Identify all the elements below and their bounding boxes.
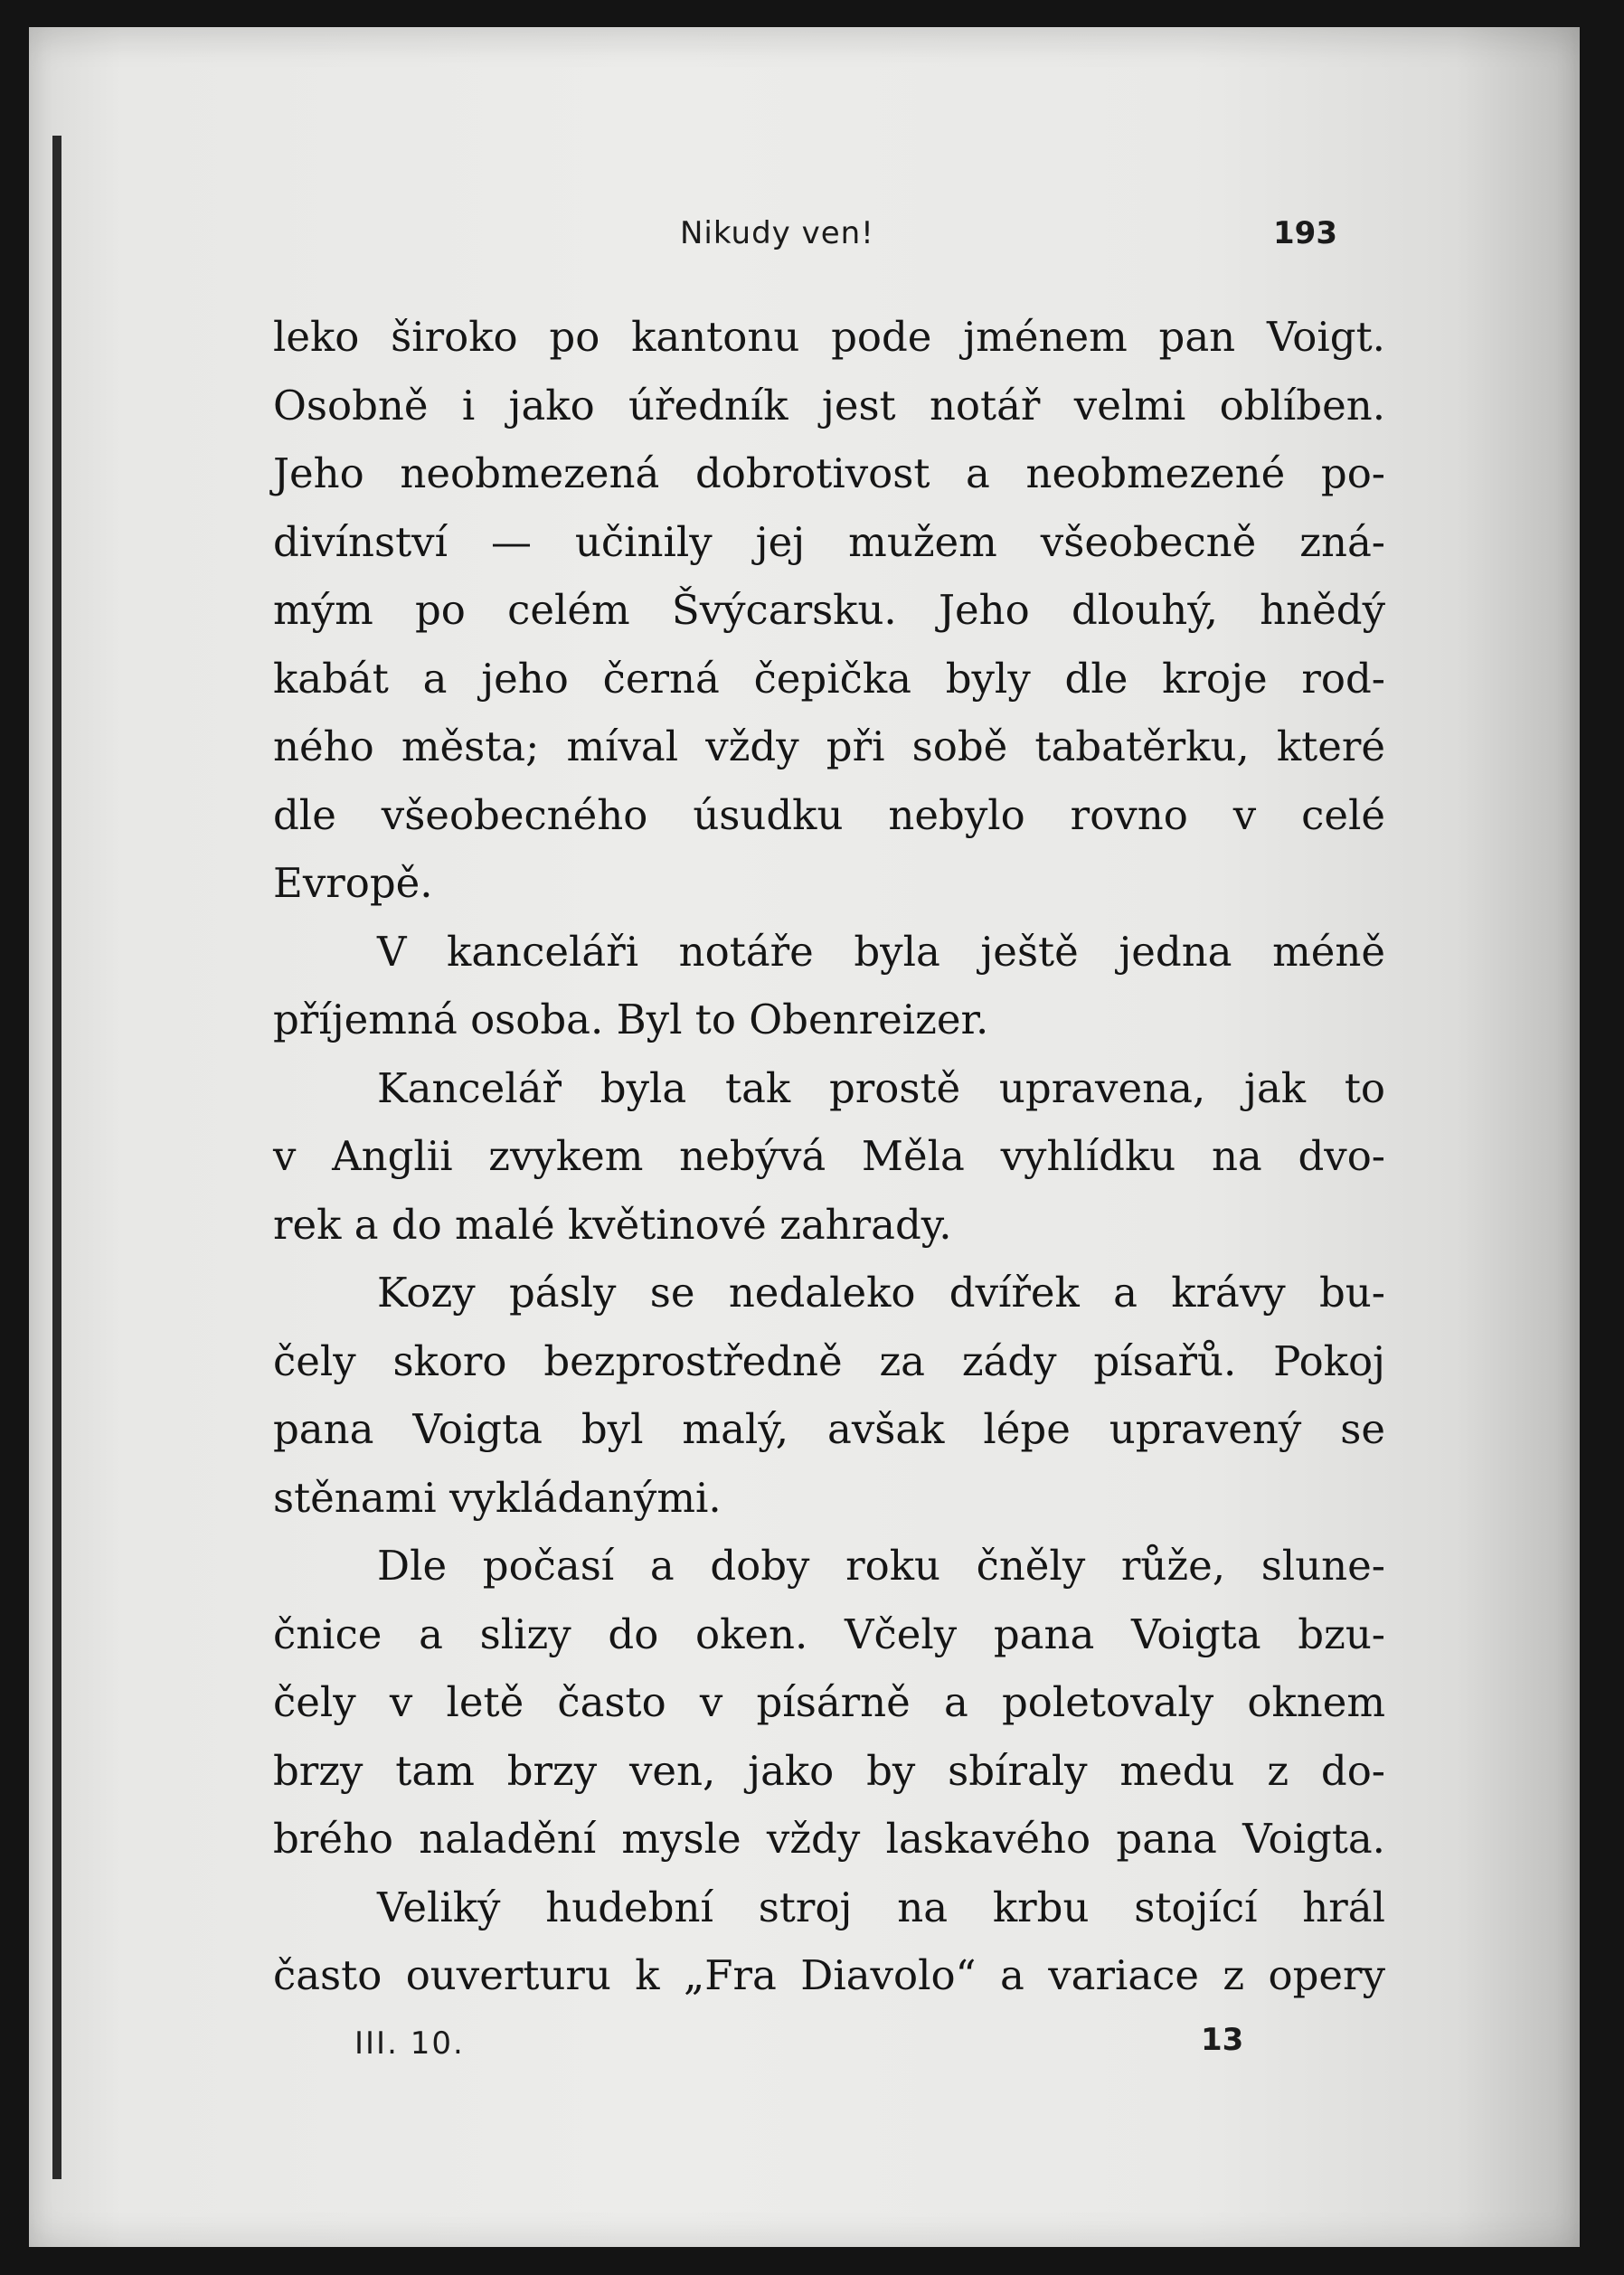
text-line: čely v letě často v písárně a poletovaly oknem: [273, 1678, 1385, 1726]
text-line: Evropě.: [273, 859, 433, 907]
text-line: Kancelář byla tak prostě upravena, jak to: [377, 1063, 1385, 1112]
text-line: čnice a slizy do oken. Včely pana Voigta bzu-: [273, 1609, 1385, 1658]
text-line: Osobně i jako úředník jest notář velmi oblíben.: [273, 381, 1385, 430]
text-line: v Anglii zvykem nebývá Měla vyhlídku na dvo-: [273, 1132, 1385, 1180]
text-line: divínství — učinily jej mužem všeobecně zná-: [273, 517, 1385, 566]
text-line: Veliký hudební stroj na krbu stojící hrál: [377, 1883, 1385, 1931]
signature-mark: III. 10.: [354, 2025, 465, 2062]
text-line: mým po celém Švýcarsku. Jeho dlouhý, hnědý: [273, 586, 1385, 634]
text-line: Dle počasí a doby roku čněly růže, slune-: [377, 1542, 1385, 1590]
text-line: brzy tam brzy ven, jako by sbíraly medu z do-: [273, 1746, 1385, 1795]
page-header: [29, 179, 1580, 251]
binding-edge: [52, 136, 61, 2179]
text-line: pana Voigta byl malý, avšak lépe upravený se: [273, 1405, 1385, 1453]
text-line: příjemná osoba. Byl to Obenreizer.: [273, 996, 989, 1043]
text-line: leko široko po kantonu pode jménem pan Voigt.: [273, 313, 1385, 361]
text-line: dle všeobecného úsudku nebylo rovno v celé: [273, 790, 1385, 839]
text-line: Kozy pásly se nedaleko dvířek a krávy bu-: [377, 1269, 1385, 1317]
text-line: kabát a jeho černá čepička byly dle kroje rod-: [273, 654, 1385, 703]
running-title: Nikudy ven!: [680, 215, 874, 251]
text-line: ného města; míval vždy při sobě tabatěrku, které: [273, 722, 1385, 770]
text-line: brého naladění mysle vždy laskavého pana Voigta.: [273, 1815, 1385, 1863]
text-line: Jeho neobmezená dobrotivost a neobmezené po-: [273, 449, 1385, 497]
text-line: čely skoro bezprostředně za zády písařů. Pokoj: [273, 1336, 1385, 1385]
text-line: rek a do malé květinové zahrady.: [273, 1200, 952, 1249]
page-footer: [29, 2016, 1580, 2071]
text-line: často ouverturu k „Fra Diavolo“ a variace z opery: [273, 1951, 1385, 1999]
page-number: 193: [1273, 215, 1337, 251]
text-line: stěnami vykládanými.: [273, 1473, 722, 1522]
book-page: [29, 27, 1580, 2247]
sheet-number: 13: [1201, 2022, 1244, 2058]
body-text: [273, 303, 1385, 2010]
text-line: V kanceláři notáře byla ještě jedna méně: [377, 927, 1385, 976]
